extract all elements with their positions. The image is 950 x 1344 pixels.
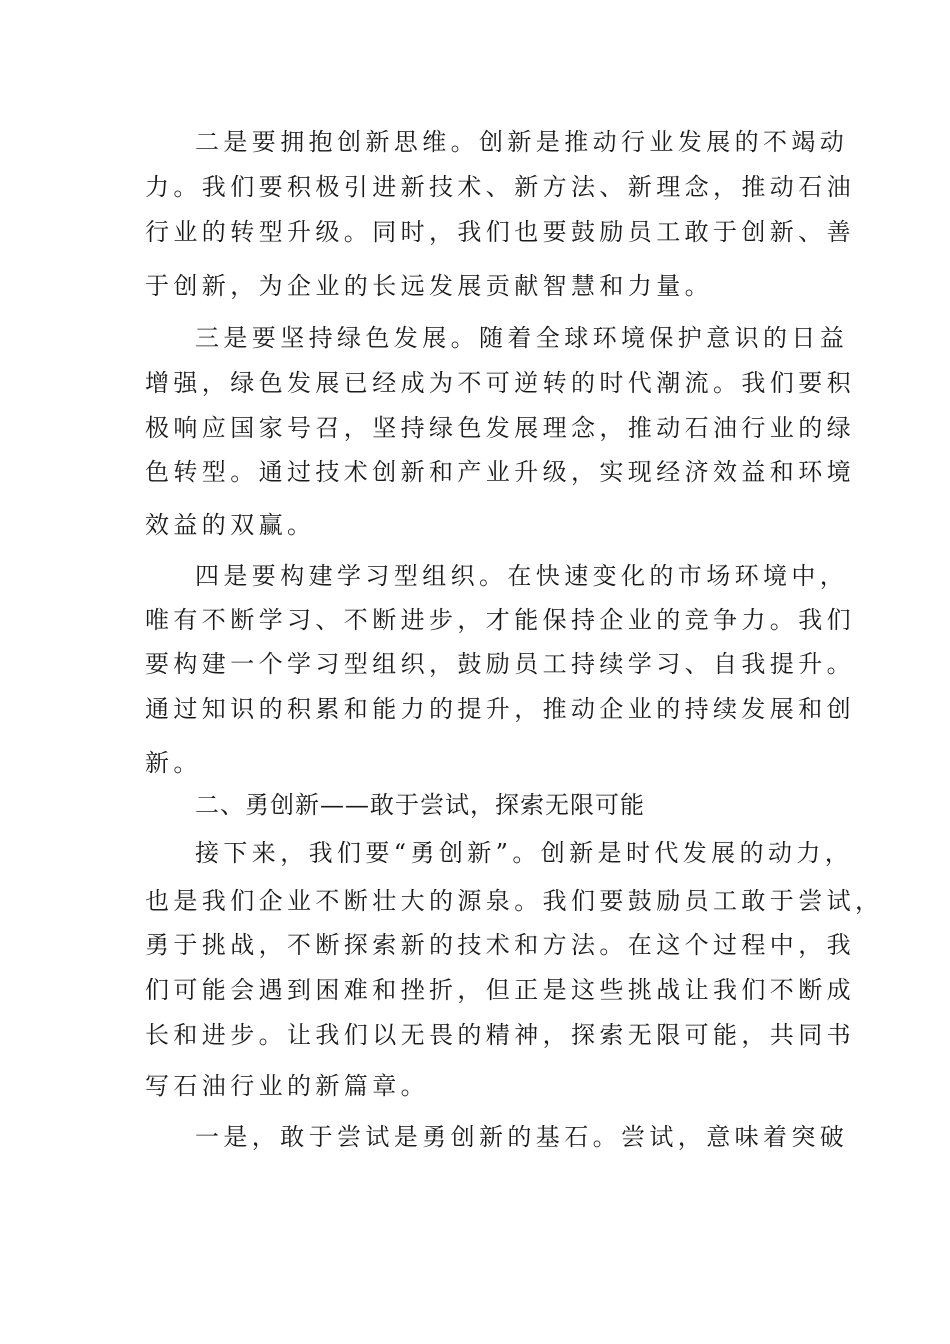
text-line: 于创新，为企业的长远发展贡献智慧和力量。 bbox=[145, 272, 713, 300]
text-line: 色转型。通过技术创新和产业升级，实现经济效益和环境 bbox=[145, 458, 855, 486]
text-line: 唯有不断学习、不断进步，才能保持企业的竞争力。我们 bbox=[145, 606, 855, 634]
text-line: 力。我们要积极引进新技术、新方法、新理念，推动石油 bbox=[145, 173, 855, 201]
text-line: 二是要拥抱创新思维。创新是推动行业发展的不竭动 bbox=[195, 128, 849, 156]
text-line: 勇于挑战，不断探索新的技术和方法。在这个过程中，我 bbox=[145, 931, 855, 959]
text-line: 们可能会遇到困难和挫折，但正是这些挑战让我们不断成 bbox=[145, 976, 855, 1004]
text-line: 增强，绿色发展已经成为不可逆转的时代潮流。我们要积 bbox=[145, 369, 855, 397]
text-line: 三是要坚持绿色发展。随着全球环境保护意识的日益 bbox=[195, 324, 849, 352]
text-line: 长和进步。让我们以无畏的精神，探索无限可能，共同书 bbox=[145, 1021, 855, 1049]
text-line: 要构建一个学习型组织，鼓励员工持续学习、自我提升。 bbox=[145, 650, 855, 678]
text-line: 一是，敢于尝试是勇创新的基石。尝试，意味着突破 bbox=[195, 1123, 849, 1151]
text-line: 写石油行业的新篇章。 bbox=[145, 1072, 429, 1100]
text-line: 接下来，我们要“勇创新”。创新是时代发展的动力， bbox=[195, 839, 854, 867]
text-line: 通过知识的积累和能力的提升，推动企业的持续发展和创 bbox=[145, 695, 855, 723]
text-line: 四是要构建学习型组织。在快速变化的市场环境中， bbox=[195, 562, 849, 590]
text-line: 极响应国家号召，坚持绿色发展理念，推动石油行业的绿 bbox=[145, 414, 855, 442]
section-heading: 二、勇创新——敢于尝试，探索无限可能 bbox=[195, 791, 645, 819]
text-line: 也是我们企业不断壮大的源泉。我们要鼓励员工敢于尝试， bbox=[145, 887, 884, 915]
text-line: 新。 bbox=[145, 749, 202, 777]
text-line: 效益的双赢。 bbox=[145, 511, 316, 539]
text-line: 行业的转型升级。同时，我们也要鼓励员工敢于创新、善 bbox=[145, 218, 855, 246]
